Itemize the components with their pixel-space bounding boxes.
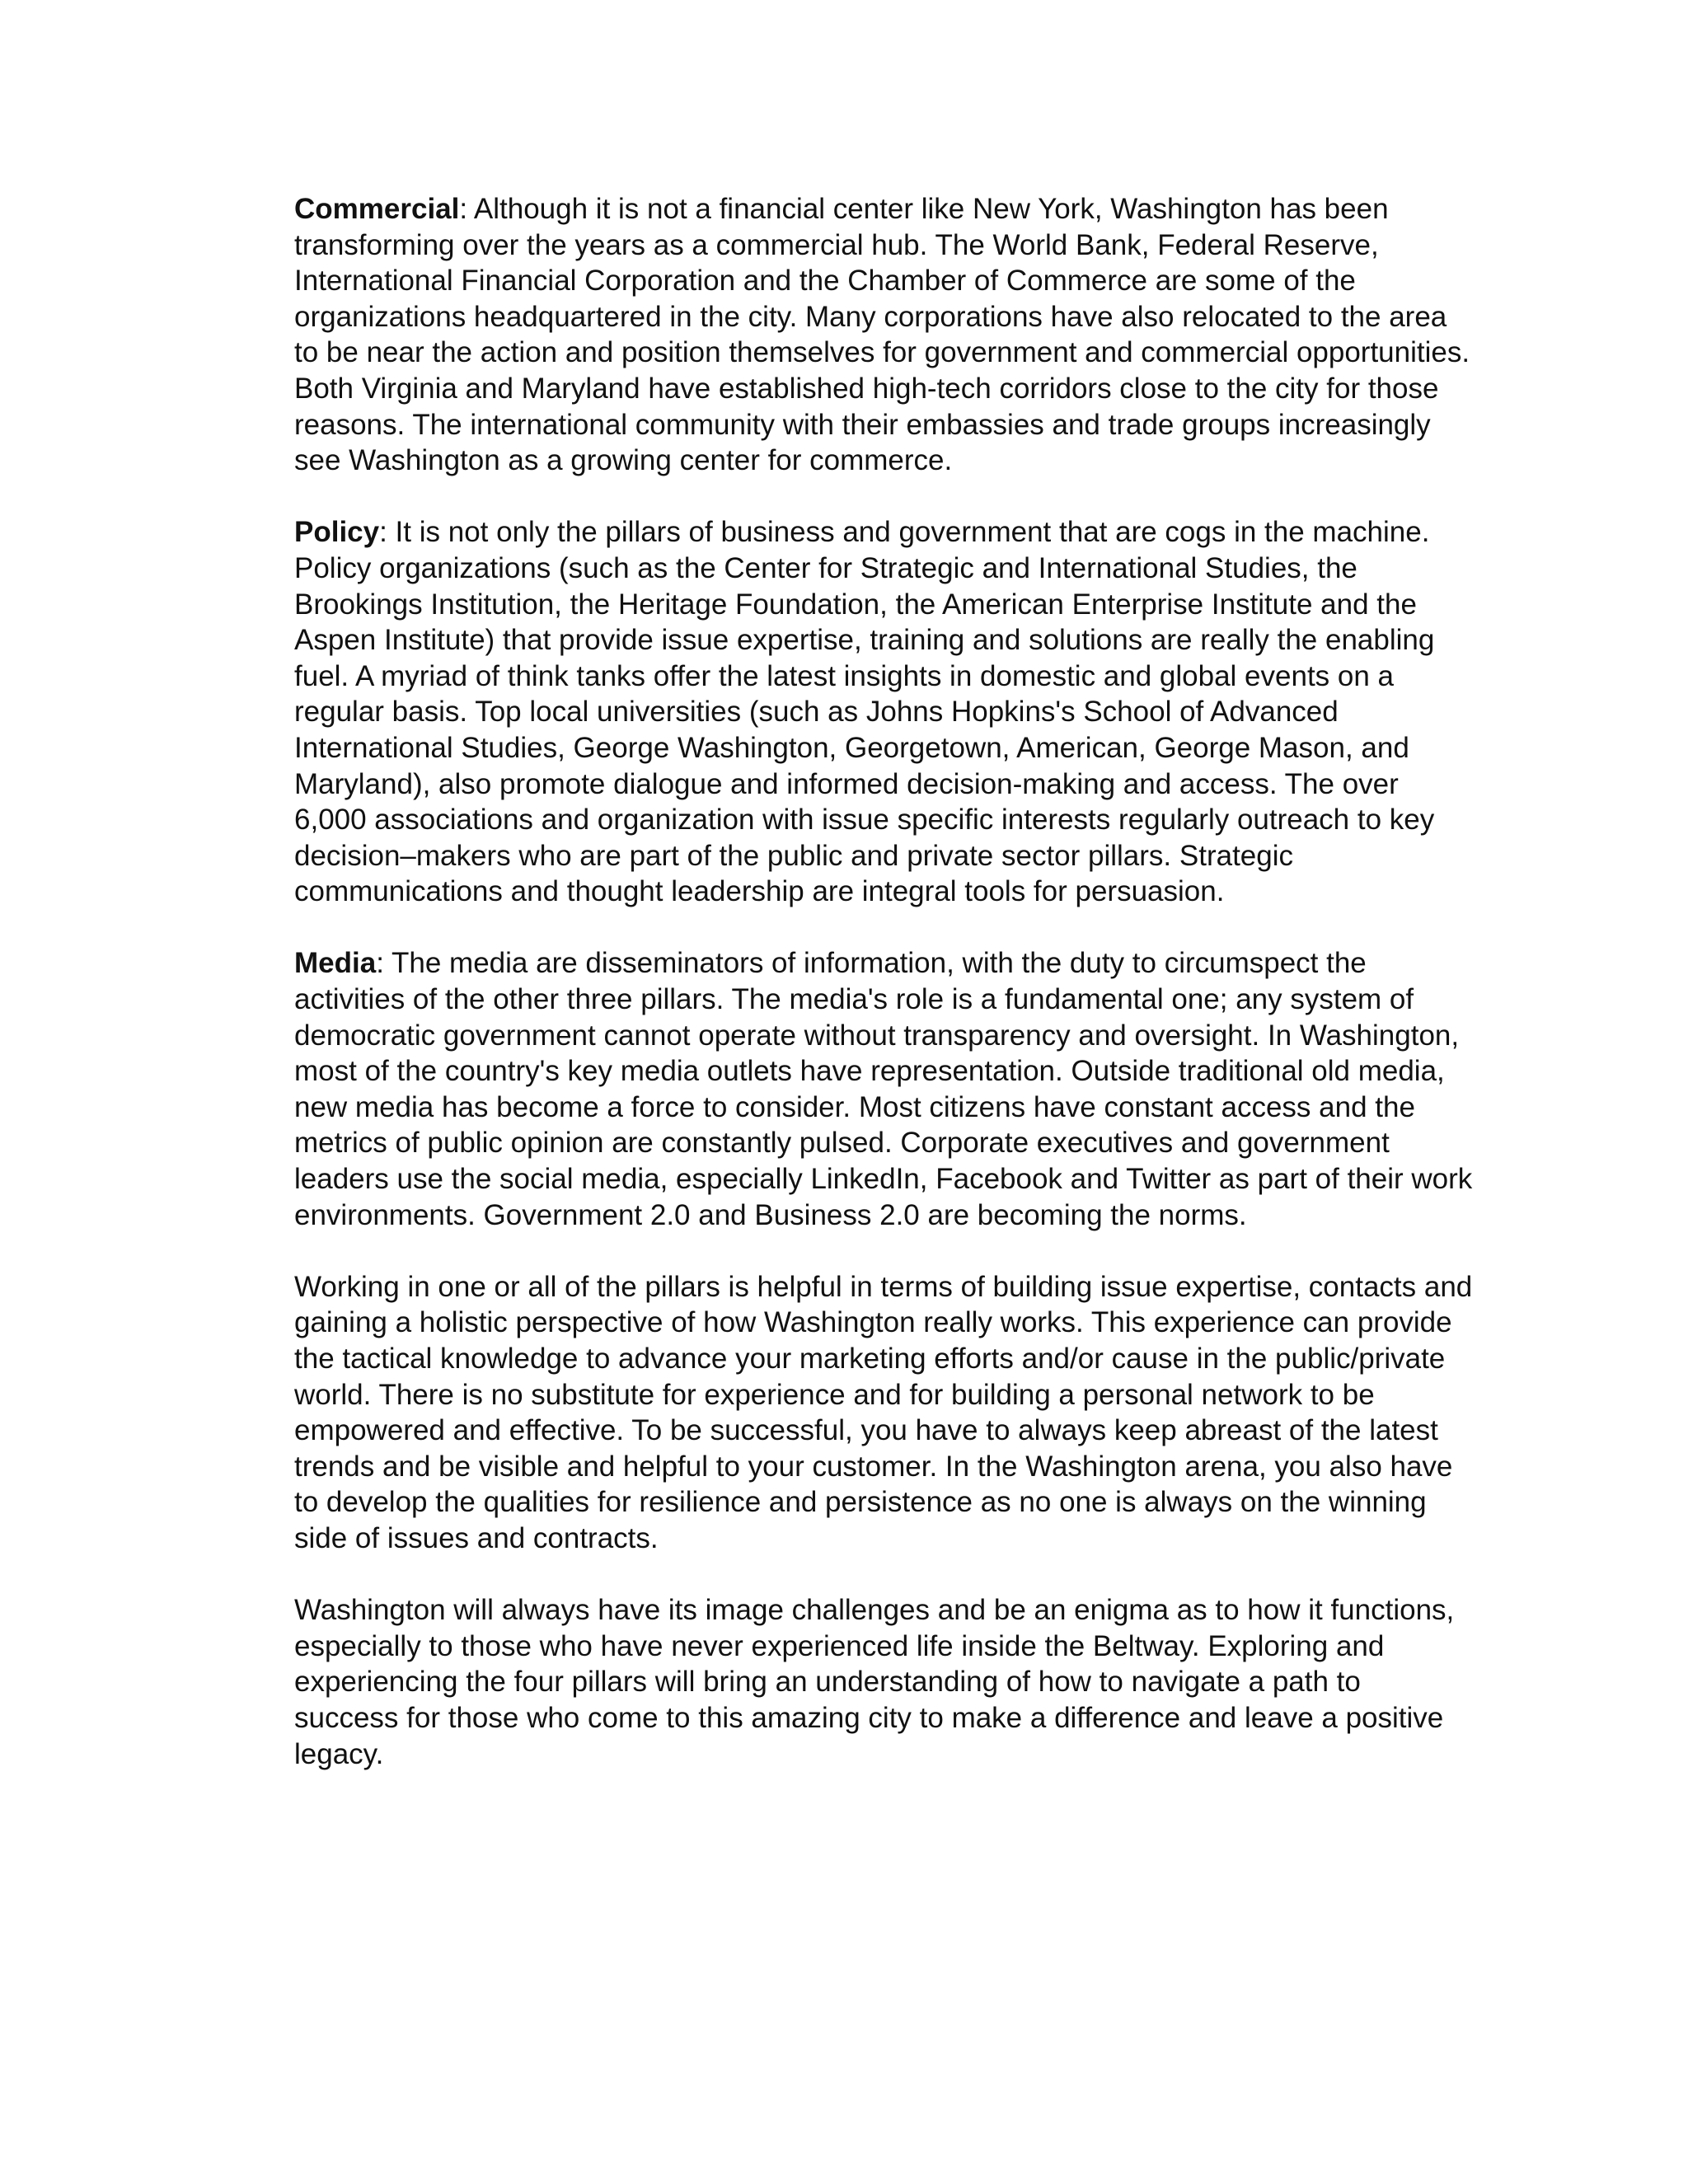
- paragraph-policy-text: : It is not only the pillars of business and government that are cogs in the machine. Policy organizations (such as the Center for Strategic and International Studies, the Brookings Institution, the Heritage Foundation, the American Enterprise Institute and the Aspen Institute) that provide issue expertise, training and solutions are really the enabling fuel. A myriad of think tanks offer the latest insights in domestic and global events on a regular basis. Top local universities (such as Johns Hopkins's School of Advanced International Studies, George Washington, Georgetown, American, George Mason, and Maryland), also promote dialogue and informed decision-making and access. The over 6,000 associations and organization with issue specific interests regularly outreach to key decision–makers who are part of the public and private sector pillars. Strategic communications and thought leadership are integral tools for persuasion.: [294, 516, 1435, 908]
- paragraph-conclusion-text: Washington will always have its image challenges and be an enigma as to how it functions, especially to those who have never experienced life inside the Beltway. Exploring and experiencing the four pillars will bring an understanding of how to navigate a path to success for those who come to this amazing city to make a difference and leave a positive legacy.: [294, 1594, 1455, 1770]
- paragraph-working-text: Working in one or all of the pillars is helpful in terms of building issue expertise, contacts and gaining a holistic perspective of how Washington really works. This experience can provide the tactical knowledge to advance your marketing efforts and/or cause in the public/private world. There is no substitute for experience and for building a personal network to be empowered and effective. To be successful, you have to always keep abreast of the latest trends and be visible and helpful to your customer. In the Washington arena, you also have to develop the qualities for resilience and persistence as no one is always on the winning side of issues and contracts.: [294, 1270, 1473, 1554]
- paragraph-policy: [294, 514, 1473, 910]
- paragraph-media-text: : The media are disseminators of information, with the duty to circumspect the activities of the other three pillars. The media's role is a fundamental one; any system of democratic government cannot operate without transparency and oversight. In Washington, most of the country's key media outlets have representation. Outside traditional old media, new media has become a force to consider. Most citizens have constant access and the metrics of public opinion are constantly pulsed. Corporate executives and government leaders use the social media, especially LinkedIn, Facebook and Twitter as part of their work environments. Government 2.0 and Business 2.0 are becoming the norms.: [294, 947, 1473, 1231]
- paragraph-commercial: [294, 191, 1473, 479]
- paragraph-media: [294, 945, 1473, 1233]
- term-commercial: Commercial: [294, 193, 460, 225]
- paragraph-commercial-text: : Although it is not a financial center like New York, Washington has been transforming over the years as a commercial hub. The World Bank, Federal Reserve, International Financial Corporation and the Chamber of Commerce are some of the organizations headquartered in the city. Many corporations have also relocated to the area to be near the action and position themselves for government and commercial opportunities. Both Virginia and Maryland have established high-tech corridors close to the city for those reasons. The international community with their embassies and trade groups increasingly see Washington as a growing center for commerce.: [294, 193, 1470, 477]
- document-body: [294, 191, 1473, 1808]
- term-media: Media: [294, 947, 377, 980]
- term-policy: Policy: [294, 516, 380, 549]
- paragraph-conclusion: [294, 1592, 1473, 1772]
- paragraph-working: [294, 1269, 1473, 1557]
